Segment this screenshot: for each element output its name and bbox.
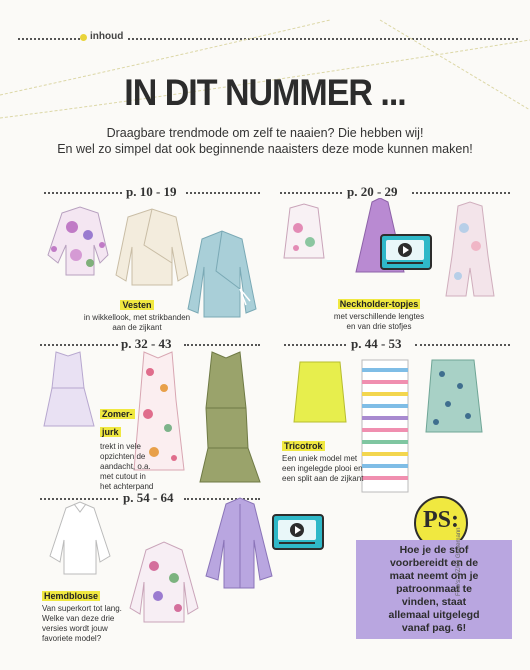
section-divider: [284, 344, 346, 346]
section-pages-neckholder: p. 20 - 29: [347, 184, 398, 199]
hemdblouse-desc-2: Welke van deze drie: [42, 614, 115, 623]
tricotrok-label: Tricotrok: [284, 441, 323, 451]
video-icon[interactable]: [380, 234, 432, 270]
zomerjurk-desc-4: met cutout in: [100, 472, 146, 481]
zomerjurk-desc-1: trekt in vele: [100, 442, 141, 451]
zomerjurk-label-2: jurk: [102, 427, 119, 437]
ps-badge-text: PS:: [423, 507, 459, 533]
tricotrok-desc-1: Een uniek model met: [282, 454, 358, 463]
zomerjurk-label-1: Zomer-: [102, 409, 133, 419]
zomerjurk-desc-2: opzichten de: [100, 452, 146, 461]
section-pages-vesten: p. 10 - 19: [126, 184, 177, 199]
pastel-jumpsuit-image: [446, 202, 494, 296]
hemdblouse-desc-4: favoriete model?: [42, 634, 102, 643]
tricotrok-caption: [282, 436, 392, 484]
ps-line-1: Hoe je de stof: [399, 544, 469, 556]
ps-line-3: maat neemt om je: [389, 570, 479, 582]
ps-line-4: patroonmaat te: [396, 583, 472, 595]
lilac-blouse-image: [206, 498, 272, 588]
floral-cardigan-image: [48, 207, 108, 275]
hemdblouse-desc-3: versies wordt jouw: [42, 624, 108, 633]
neckholder-label: Neckholder-topjes: [339, 299, 419, 309]
section-pages-hemdblouse: p. 54 - 64: [123, 490, 174, 505]
ps-line-5: vinden, staat: [401, 596, 467, 608]
white-blouse-image: [50, 502, 110, 574]
floral-top-image: [284, 204, 324, 258]
ps-line-7: vanaf pag. 6!: [401, 622, 467, 634]
lilac-dress-image: [44, 352, 94, 426]
section-pages-zomerjurk: p. 32 - 43: [121, 336, 172, 351]
hemdblouse-label: Hemdblouse: [44, 591, 99, 601]
tricotrok-desc-2: een ingelegde plooi en: [282, 464, 363, 473]
video-icon[interactable]: [272, 514, 324, 550]
olive-dress-image: [200, 352, 260, 482]
zomerjurk-desc-5: het achterpand: [100, 482, 154, 491]
section-pages-tricotrok: p. 44 - 53: [351, 336, 402, 351]
neckholder-desc-1: met verschillende lengtes: [333, 312, 425, 321]
hemdblouse-desc-1: Van superkort tot lang.: [42, 604, 122, 613]
neckholder-desc-2: en van drie stofjes: [346, 322, 412, 331]
photo-credit: Foto's: UZ/Uli Glasemann: [456, 527, 462, 596]
zomerjurk-desc-3: aandacht, o.a.: [100, 462, 151, 471]
section-divider: [40, 344, 118, 346]
section-divider: [184, 344, 260, 346]
section-divider: [280, 192, 342, 194]
ps-line-2: voorbereidt en de: [389, 557, 479, 569]
ps-box: [356, 540, 512, 639]
section-divider: [44, 192, 122, 194]
yellow-skirt-image: [294, 362, 346, 422]
vesten-desc-2: aan de zijkant: [112, 323, 162, 332]
page-title: IN DIT NUMMER ...: [124, 72, 406, 114]
intro-line-2: En wel zo simpel dat ook beginnende naaisters deze mode kunnen maken!: [57, 142, 473, 156]
neckholder-caption: [314, 294, 444, 332]
section-tag: inhoud: [90, 31, 124, 42]
section-divider: [186, 192, 260, 194]
tricotrok-desc-3: een split aan de zijkant: [282, 474, 364, 483]
intro-line-1: Draagbare trendmode om zelf te naaien? Die hebben wij!: [106, 126, 424, 140]
vesten-label: Vesten: [122, 300, 152, 310]
cream-cardigan-image: [116, 209, 188, 285]
ps-line-6: allemaal uitgelegd: [388, 609, 480, 621]
vesten-desc-1: in wikkellook, met strikbanden: [83, 313, 191, 322]
patterned-skirt-image: [426, 360, 482, 432]
section-divider: [415, 344, 510, 346]
section-divider: [412, 192, 510, 194]
hemdblouse-caption: [42, 586, 152, 644]
vesten-caption: [62, 295, 212, 333]
zomerjurk-caption: [100, 404, 162, 492]
